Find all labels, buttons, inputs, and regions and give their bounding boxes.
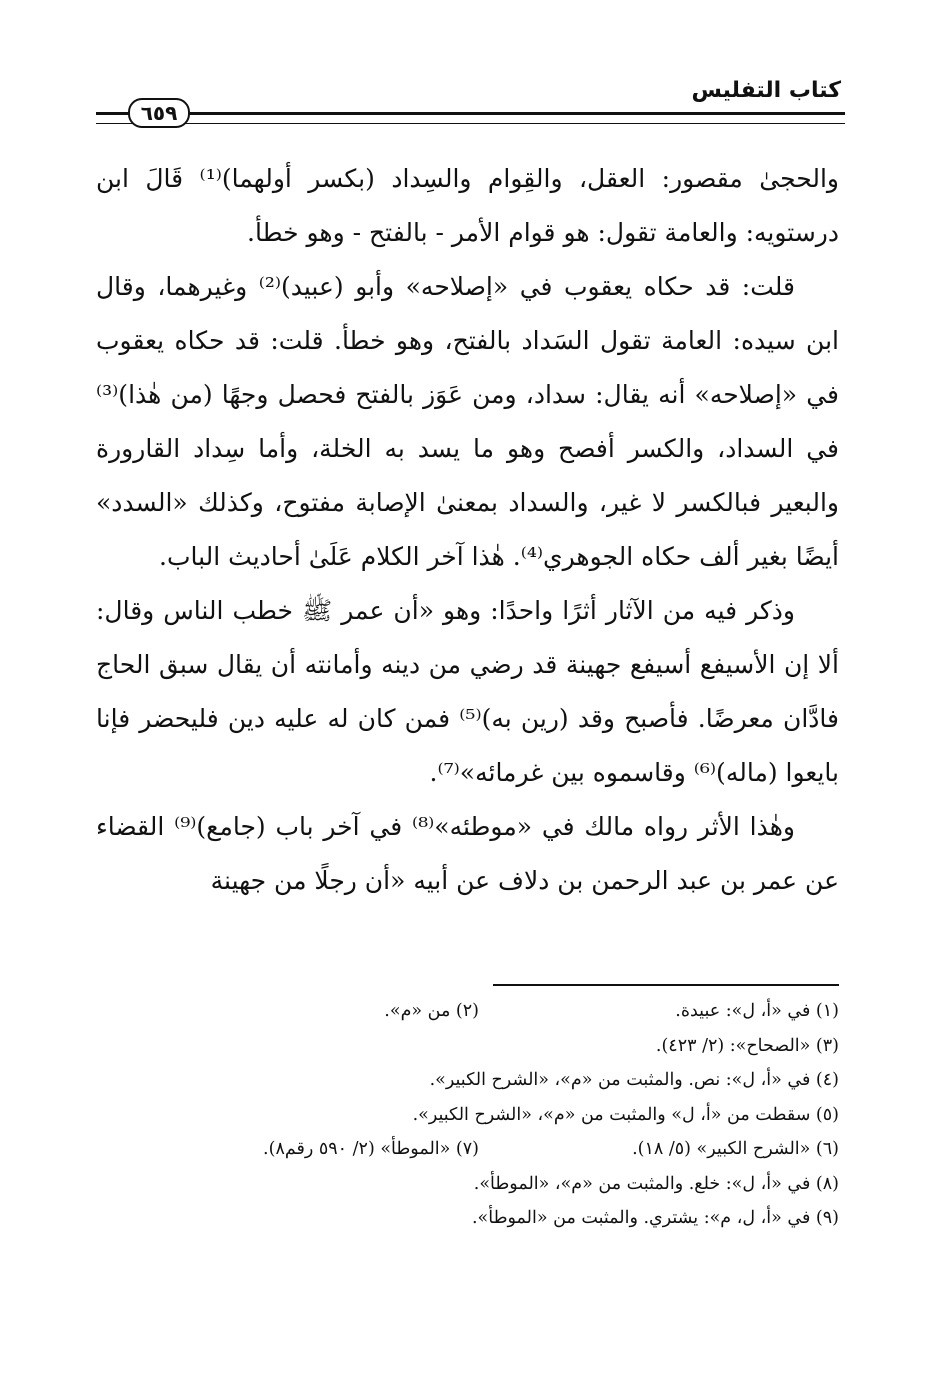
footnote-row (96, 1063, 839, 1098)
footnote-separator (493, 984, 839, 986)
page-number: ٦٥٩ (128, 98, 190, 128)
footnote-row (96, 1098, 839, 1133)
footnote-1: (١) في «أ، ل»: عبيدة. (675, 1001, 839, 1021)
footnote-5: (٥) سقطت من «أ، ل» والمثبت من «م»، «الشرح الكبير». (412, 1104, 839, 1125)
main-text (96, 152, 839, 908)
paragraph: والحجىٰ مقصور: العقل، والقِوام والسِداد (بكسر أولهما)⁽¹⁾ قَالَ ابن درستويه: والعامة تقول: هو قوام الأمر - بالفتح - وهو خطأ. (96, 164, 839, 247)
footnotes (96, 994, 839, 1236)
footnote-9: (٩) في «أ، ل، م»: يشتري. والمثبت من «الموطأ». (471, 1208, 839, 1228)
footnote-4: (٤) في «أ، ل»: نص. والمثبت من «م»، «الشرح الكبير». (429, 1070, 839, 1090)
footnote-7: (٧) «الموطأ» (٢/ ٥٩٠ رقم٨). (263, 1139, 479, 1159)
header-rule (96, 112, 845, 124)
paragraph: وهٰذا الأثر رواه مالك في «موطئه»⁽⁸⁾ في آخر باب (جامع)⁽⁹⁾ القضاء عن عمر بن عبد الرحمن بن دلاف عن أبيه «أن رجلًا من جهينة (96, 812, 839, 895)
footnote-row (96, 994, 839, 1029)
footnote-8: (٨) في «أ، ل»: خلع. والمثبت من «م»، «الموطأ». (473, 1173, 839, 1194)
footnote-row (96, 1029, 839, 1064)
footnote-2: (٢) من «م». (384, 1001, 479, 1021)
footnote-row (96, 1167, 839, 1202)
paragraph: قلت: قد حكاه يعقوب في «إصلاحه» وأبو (عبيد)⁽²⁾ وغيرهما، وقال ابن سيده: العامة تقول السَداد بالفتح، وهو خطأ. قلت: قد حكاه يعقوب في «إصلاحه» أنه يقال: سداد، ومن عَوَز بالفتح فحصل وجهًا (من هٰذا)⁽³⁾ في السداد، والكسر أفصح وهو ما يسد به الخلة، وأما سِداد القارورة والبعير فبالكسر لا غير، والسداد بمعنىٰ الإصابة مفتوح، وكذلك «السدد» أيضًا بغير ألف حكاه الجوهري⁽⁴⁾. هٰذا آخر الكلام عَلَىٰ أحاديث الباب. (96, 272, 839, 571)
footnote-row (96, 1201, 839, 1236)
footnote-row (96, 1132, 839, 1167)
footnote-6: (٦) «الشرح الكبير» (٥/ ١٨). (632, 1139, 839, 1159)
chapter-title: كتاب التفليس (691, 78, 841, 103)
footnote-3: (٣) «الصحاح»: (٢/ ٤٢٣). (655, 1035, 839, 1056)
paragraph: وذكر فيه من الآثار أثرًا واحدًا: وهو «أن عمر ﷺ خطب الناس وقال: ألا إن الأسيفع أسيفع جهينة قد رضي من دينه وأمانته أن يقال سبق الحاج فادَّان معرضًا. فأصبح وقد (رين به)⁽⁵⁾ فمن كان له عليه دين فليحضر فإنا بايعوا (ماله)⁽⁶⁾ وقاسموه بين غرمائه»⁽⁷⁾. (96, 596, 839, 787)
